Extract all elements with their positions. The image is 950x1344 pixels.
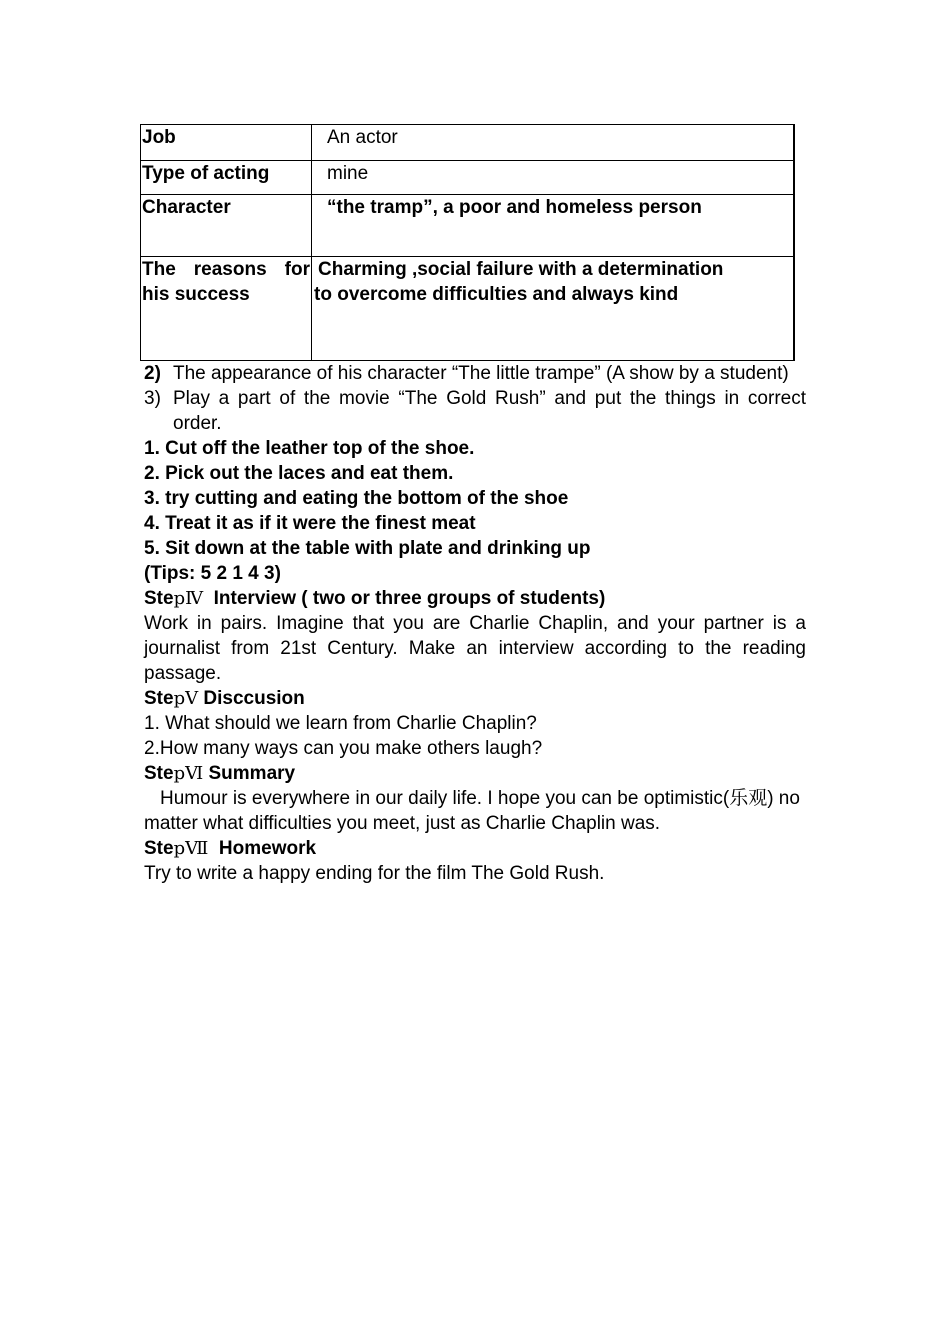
step-title: Homework <box>208 838 317 859</box>
item-text: The appearance of his character “The little trampe” (A show by a student) <box>173 363 789 384</box>
table-value: “the tramp”, a poor and homeless person <box>312 195 795 257</box>
step-prefix: Ste <box>144 588 174 609</box>
step-body: Try to write a happy ending for the film The Gold Rush. <box>144 863 605 884</box>
step-heading <box>144 761 806 786</box>
list-item <box>144 386 806 436</box>
step-body: Work in pairs. Imagine that you are Charlie Chaplin, and your partner is a journalist from 21st Century. Make an interview according to the reading passage. <box>144 613 806 684</box>
table-key: The reasons for his success <box>141 257 312 361</box>
step-prefix: Ste <box>144 763 174 784</box>
step-prefix: Ste <box>144 688 174 709</box>
shoe-step: 5. Sit down at the table with plate and drinking up <box>144 538 591 559</box>
step-number: pⅥ <box>173 763 204 784</box>
table-border <box>793 124 795 361</box>
table-value-line: Charming ,social failure with a determination <box>318 259 724 280</box>
table-value-line: to overcome difficulties and always kind <box>314 284 679 305</box>
step-heading <box>144 836 806 861</box>
table-key: Job <box>141 125 312 161</box>
step-number: pⅣ <box>173 588 204 609</box>
step-prefix: Ste <box>144 838 174 859</box>
table-value <box>312 257 795 361</box>
table-key: Character <box>141 195 312 257</box>
list-item <box>144 361 806 386</box>
step-heading <box>144 586 806 611</box>
step-number: pⅦ <box>173 838 209 859</box>
table-value: mine <box>312 161 795 195</box>
step-title: Summary <box>203 763 296 784</box>
step-number: pⅤ <box>173 688 199 709</box>
discussion-question: 1. What should we learn from Charlie Chaplin? <box>144 713 537 734</box>
lesson-content <box>144 361 806 886</box>
step-heading <box>144 686 806 711</box>
step-title: Interview ( two or three groups of students) <box>203 588 606 609</box>
item-text: Play a part of the movie “The Gold Rush” and put the things in correct order. <box>173 388 806 434</box>
step-title: Disccusion <box>198 688 305 709</box>
table-key: Type of acting <box>141 161 312 195</box>
table-row <box>141 161 795 195</box>
tips: (Tips: 5 2 1 4 3) <box>144 563 281 584</box>
discussion-question: 2.How many ways can you make others laugh? <box>144 738 543 759</box>
shoe-step: 2. Pick out the laces and eat them. <box>144 463 454 484</box>
shoe-step: 3. try cutting and eating the bottom of the shoe <box>144 488 569 509</box>
table-row <box>141 195 795 257</box>
item-number: 3) <box>144 388 161 409</box>
step-body: Humour is everywhere in our daily life. I hope you can be optimistic(乐观) no matter what difficulties you meet, just as Charlie Chaplin was. <box>144 788 800 834</box>
info-table <box>140 124 795 361</box>
shoe-step: 4. Treat it as if it were the finest meat <box>144 513 476 534</box>
shoe-step: 1. Cut off the leather top of the shoe. <box>144 438 475 459</box>
table-value: An actor <box>312 125 795 161</box>
item-number: 2) <box>144 363 161 384</box>
table-row <box>141 257 795 361</box>
table-row <box>141 125 795 161</box>
